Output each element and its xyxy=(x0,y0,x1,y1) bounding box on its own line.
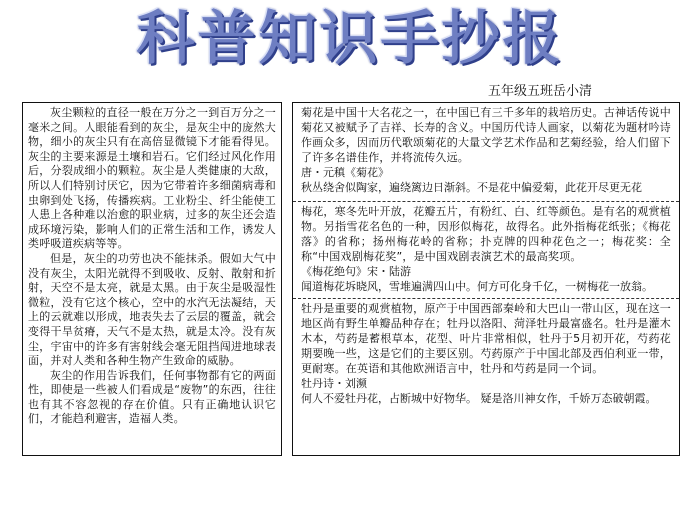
dust-paragraph-1: 灰尘颗粒的直径一般在万分之一到百万分之一毫米之间。人眼能看到的灰尘，是灰尘中的庞然大物，细小的灰尘只有在高倍显微镜下才能看得见。灰尘的主要来源是土壤和岩石。它们经过风化作用后，分裂成细小的颗粒。灰尘是人类健康的大敌，所以人们特别讨厌它，因为它带着许多细菌病毒和虫卵到处飞扬，传播疾病。工业粉尘、纤尘能使工人患上各种难以治愈的职业病，过多的灰尘还会造成环境污染，影响人们的正常生活和工作，诱发人类呼吸道疾病等等。 xyxy=(28,106,276,251)
plum-text: 梅花，寒冬先叶开放，花瓣五片，有粉红、白、红等颜色。是有名的观赏植物。另指雪花名色的一种，因形似梅花，故得名。此外指梅花纸张；《梅花落》的省称；扬州梅花岭的省称；扑克牌的四种花色之一；梅花奖：全称“中国戏剧梅花奖”，是中国戏剧表演艺术的最高奖项。 xyxy=(301,205,671,263)
peony-poem-title: 牡丹诗・刘濒 xyxy=(301,377,367,390)
peony-text: 牡丹是重要的观赏植物，原产于中国西部秦岭和大巴山一带山区，现在这一地区尚有野生单瓣品种存在；牡丹以洛阳、菏泽牡丹最富盛名。牡丹是灌木木本，芍药是蓄根草本，花型、叶片非常相似，牡丹于5月初开花，芍药花期要晚一些，这是它们的主要区别。芍药原产于中国北部及西伯利亚一带，更耐寒。在英语和其他欧洲语言中，牡丹和芍药是同一个词。 xyxy=(301,302,671,375)
chrysanthemum-text: 菊花是中国十大名花之一，在中国已有三千多年的栽培历史。古神话传说中菊花又被赋予了吉祥、长寿的含义。中国历代诗人画家，以菊花为题材吟诗作画众多，因而历代歌颂菊花的大量文学艺术作品和艺菊经验，给人们留下了许多名谱佳作，并将流传久远。 xyxy=(301,106,671,164)
plum-poem: 闻道梅花坼晓风，雪堆遍满四山中。何方可化身千亿，一树梅花一放翁。 xyxy=(301,280,653,293)
chrysanthemum-section xyxy=(293,103,679,201)
chrysanthemum-poem: 秋丛绕舍似陶家，遍绕篱边日渐斜。不是花中偏爱菊，此花开尽更无花 xyxy=(301,181,642,194)
chrysanthemum-poem-title: 唐・元稹《菊花》 xyxy=(301,166,389,179)
peony-section xyxy=(293,298,679,455)
page-title: 科普知识手抄报 xyxy=(136,4,564,72)
peony-poem: 何人不爱牡丹花，占断城中好物华。 疑是洛川神女作，千娇万态破朝霞。 xyxy=(301,392,657,405)
plum-poem-title: 《梅花绝句》宋・陆游 xyxy=(301,265,411,278)
plum-section xyxy=(293,201,679,298)
dust-paragraph-2: 但是，灰尘的功劳也决不能抹杀。假如大气中没有灰尘，太阳光就得不到吸收、反射、散射和折射，天空不是太亮，就是太黑。由于灰尘是吸湿性微粒，没有它这个核心，空中的水汽无法凝结，天上的云就难以形成，地表失去了云层的覆盖，就会变得干旱贫瘠，天气不是太热，就是太冷。没有灰尘，宇宙中的许多有害射线会毫无阻挡闯进地球表面，并对人类和各种生物产生致命的威胁。 xyxy=(28,251,276,368)
dust-paragraph-3: 灰尘的作用告诉我们，任何事物都有它的两面性，即使是一些被人们看成是“废物”的东西，往往也有其不容忽视的存在价值。只有正确地认识它们，才能趋利避害，造福人类。 xyxy=(28,368,276,426)
dust-article-box xyxy=(22,102,282,456)
flowers-article-box xyxy=(292,102,680,456)
author-label: 五年级五班岳小清 xyxy=(488,84,593,99)
